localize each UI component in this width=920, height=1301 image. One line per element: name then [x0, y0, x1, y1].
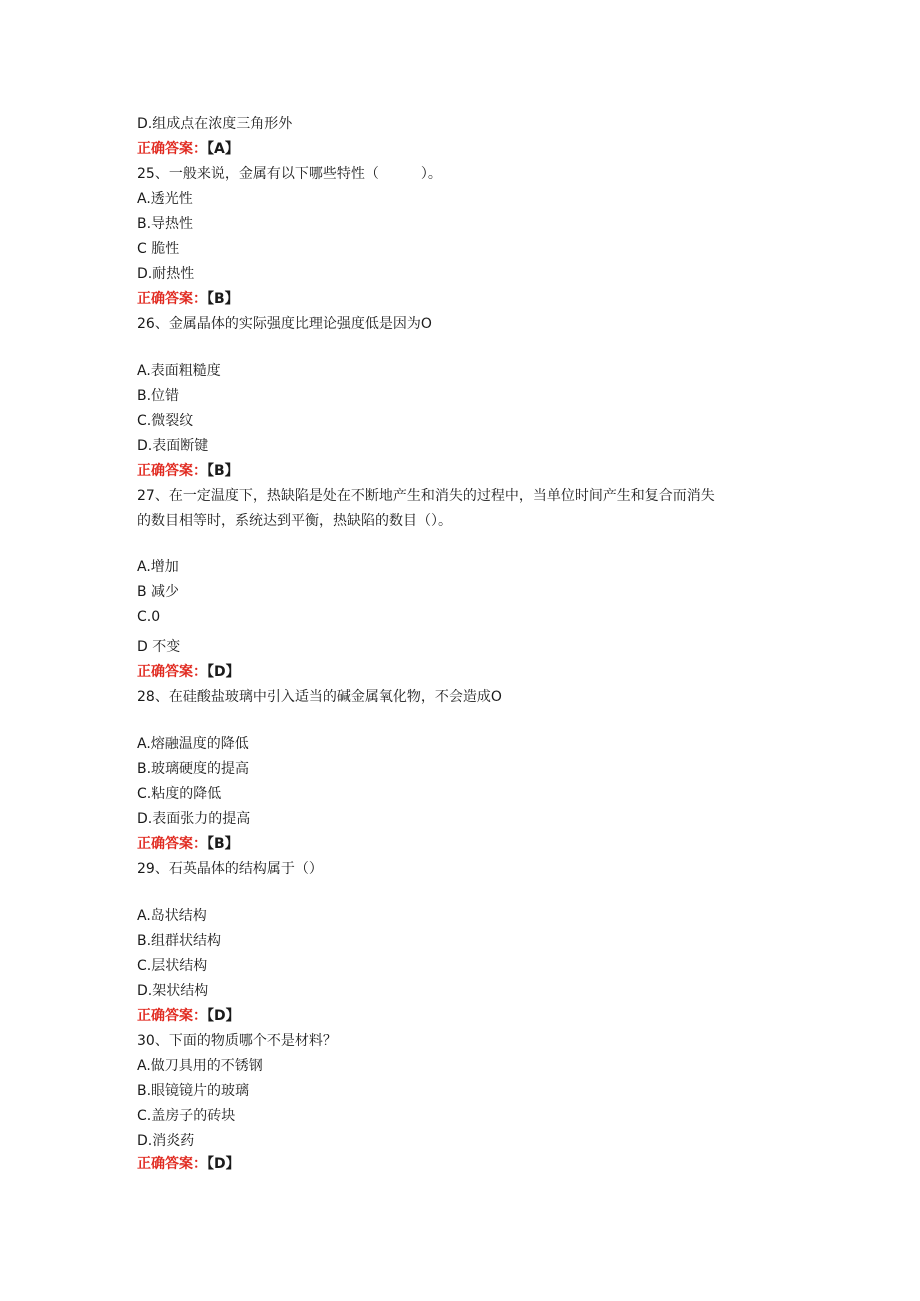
answer-value: 【B】: [207, 463, 239, 479]
option-d-q28: D.表面张力的提高: [137, 811, 251, 827]
question-28: 28、在硅酸盐玻璃中引入适当的碱金属氧化物，不会造成O: [137, 689, 502, 705]
option-a-q27: A.增加: [137, 559, 179, 575]
answer-q29: [137, 1006, 240, 1026]
option-a-q29: A.岛状结构: [137, 908, 207, 924]
question-27-line2: 的数目相等时，系统达到平衡，热缺陷的数目（）。: [137, 513, 452, 529]
option-b-q29: B.组群状结构: [137, 933, 222, 949]
option-d-q25: D.耐热性: [137, 266, 195, 282]
answer-value: 【D】: [207, 664, 240, 680]
answer-q24: [137, 139, 239, 159]
answer-q28: [137, 834, 239, 854]
option-a-q30: A.做刀具用的不锈钢: [137, 1058, 263, 1074]
option-b-q30: B.眼镜镜片的玻璃: [137, 1083, 250, 1099]
option-c-q26: C.微裂纹: [137, 413, 194, 429]
option-c-q28: C.粘度的降低: [137, 786, 222, 802]
option-c-q29: C.层状结构: [137, 958, 208, 974]
option-a-q26: A.表面粗糙度: [137, 363, 221, 379]
answer-value: 【B】: [207, 836, 239, 852]
question-27-line1: 27、在一定温度下，热缺陷是处在不断地产生和消失的过程中，当单位时间产生和复合而消失: [137, 488, 715, 504]
answer-label: 正确答案：: [137, 664, 207, 680]
answer-q25: [137, 289, 239, 309]
option-d-q27: D 不变: [137, 639, 181, 655]
answer-value: 【A】: [207, 141, 239, 157]
option-a-q28: A.熔融温度的降低: [137, 736, 249, 752]
answer-value: 【D】: [207, 1008, 240, 1024]
option-d-q29: D.架状结构: [137, 983, 209, 999]
option-b-q26: B.位错: [137, 388, 180, 404]
answer-q27: [137, 662, 240, 682]
option-d-q24: D.组成点在浓度三角形外: [137, 116, 293, 132]
question-26: 26、金属晶体的实际强度比理论强度低是因为O: [137, 316, 432, 332]
answer-label: 正确答案：: [137, 463, 207, 479]
answer-value: 【B】: [207, 291, 239, 307]
question-30: 30、下面的物质哪个不是材料？: [137, 1033, 337, 1049]
answer-q30: [137, 1154, 240, 1174]
question-25: 25、一般来说，金属有以下哪些特性（ ）。: [137, 166, 442, 182]
option-c-q25: C 脆性: [137, 241, 180, 257]
option-d-q26: D.表面断键: [137, 438, 209, 454]
answer-label: 正确答案：: [137, 1156, 207, 1172]
option-b-q28: B.玻璃硬度的提高: [137, 761, 250, 777]
answer-label: 正确答案：: [137, 1008, 207, 1024]
answer-label: 正确答案：: [137, 141, 207, 157]
option-b-q25: B.导热性: [137, 216, 194, 232]
option-c-q30: C.盖房子的砖块: [137, 1108, 236, 1124]
answer-label: 正确答案：: [137, 836, 207, 852]
question-29: 29、石英晶体的结构属于（）: [137, 861, 323, 877]
option-b-q27: B 减少: [137, 584, 180, 600]
answer-q26: [137, 461, 239, 481]
answer-value: 【D】: [207, 1156, 240, 1172]
option-c-q27: C.0: [137, 609, 161, 625]
option-a-q25: A.透光性: [137, 191, 193, 207]
answer-label: 正确答案：: [137, 291, 207, 307]
option-d-q30: D.消炎药: [137, 1133, 195, 1149]
